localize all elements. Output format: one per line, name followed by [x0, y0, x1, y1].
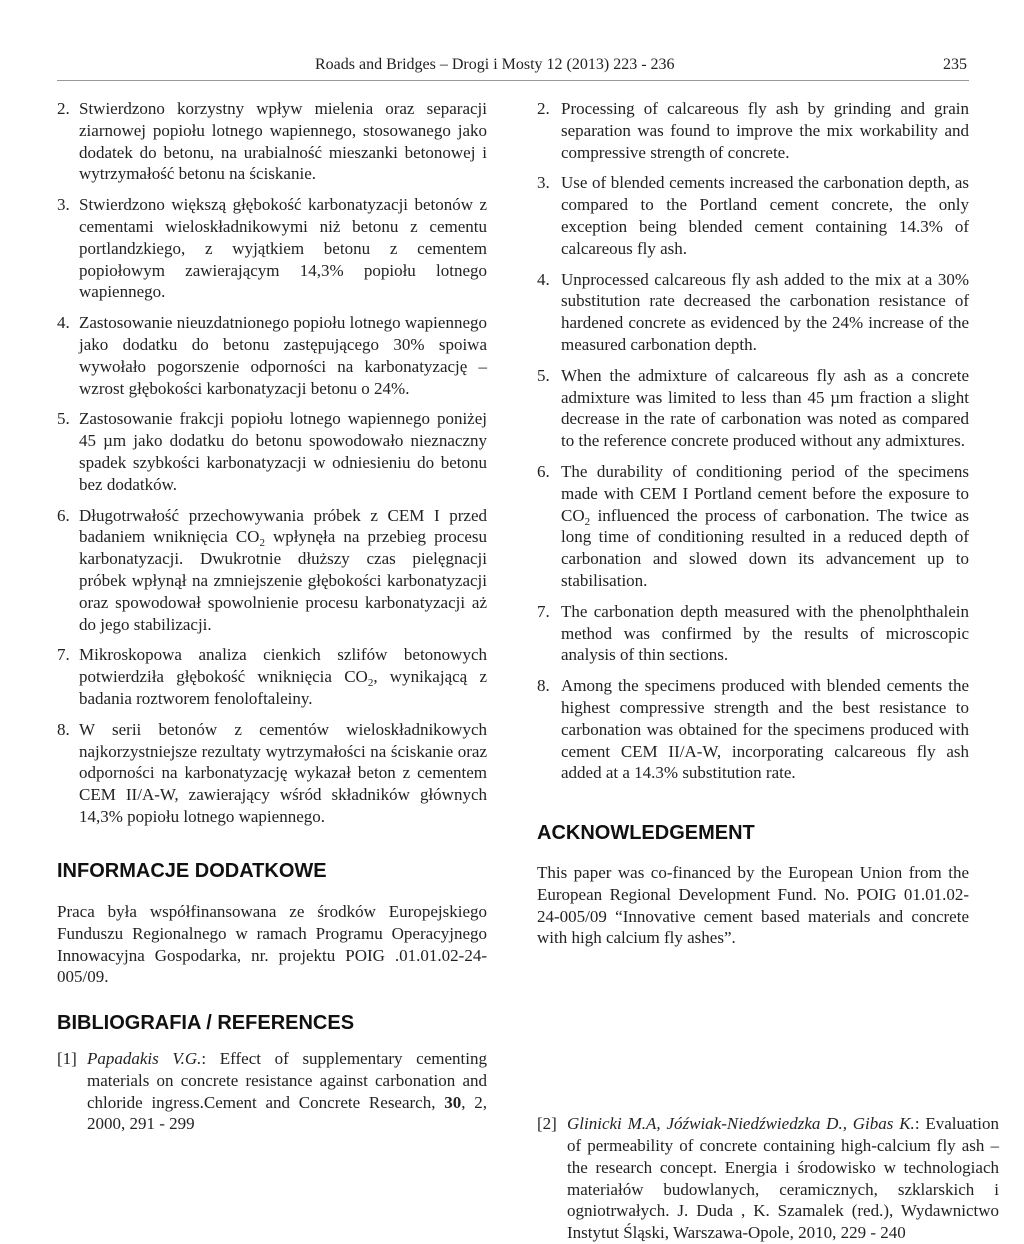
journal-citation: Roads and Bridges – Drogi i Mosty 12 (2013) 223 - 236: [315, 56, 675, 73]
left-column: [57, 98, 487, 837]
info-text: Praca była współfinansowana ze środków Europejskiego Funduszu Regionalnego w ramach Programu Operacyjnego Innowacyjna Gospodarka, nr. projektu POIG .01.01.02-24-005/09.: [57, 902, 487, 987]
list-item: 3. Stwierdzono większą głębokość karbonatyzacji betonów z cementami wieloskładnikowymi niż betonu z cementu portlandzkiego, z wyjątkiem betonu z cementem popiołowym zawierającym 14,3% popiołu lotnego wapiennego.: [57, 195, 487, 302]
page-number: 235: [943, 56, 967, 73]
list-item: 2. Processing of calcareous fly ash by grinding and grain separation was found to improve the mix workability and compressive strength of concrete.: [537, 99, 969, 162]
conclusions-list-en: [537, 98, 969, 784]
list-item: 3. Use of blended cements increased the carbonation depth, as compared to the Portland cement concrete, the only exception being blended cement containing 14.3% of calcareous fly ash.: [537, 173, 969, 258]
running-header: [57, 50, 969, 81]
list-item: 7. The carbonation depth measured with the phenolphthalein method was confirmed by the results of microscopic analysis of thin sections.: [537, 601, 969, 665]
list-item: 5. When the admixture of calcareous fly ash as a concrete admixture was limited to less than 45 µm fraction a slight decrease in the rate of carbonation was noted as compared to the reference concrete produced without any admixtures.: [537, 365, 969, 451]
list-item: 2. Stwierdzono korzystny wpływ mielenia oraz separacji ziarnowej popiołu lotnego wapiennego, stosowanego jako dodatek do betonu, na urabialność mieszanki betonowej i wytrzymałość betonu na ściskanie.: [57, 99, 487, 184]
acknowledgement-text: This paper was co-financed by the European Union from the European Regional Development Fund. No. POIG 01.01.02-24-005/09 “Innovative cement based materials and concrete with high calcium fly ashes”.: [537, 863, 969, 948]
bibliography-heading: BIBLIOGRAFIA / REFERENCES: [57, 1012, 355, 1034]
list-item: 5. Zastosowanie frakcji popiołu lotnego wapiennego poniżej 45 µm jako dodatku do betonu spowodowało nieznaczny spadek szybkości karbonatyzacji w odniesieniu do betonu bez dodatków.: [57, 409, 487, 494]
right-column: [537, 98, 969, 793]
conclusions-list-pl: [57, 98, 487, 828]
acknowledgement-heading: ACKNOWLEDGEMENT: [537, 822, 755, 844]
list-item: 4. Unprocessed calcareous fly ash added to the mix at a 30% substitution rate decreased the carbonation resistance of hardened concrete as evidenced by the 24% increase of the measured carbonation depth.: [537, 269, 969, 354]
list-item: 4. Zastosowanie nieuzdatnionego popiołu lotnego wapiennego jako dodatku do betonu zastępującego 30% spoiwa wywołało pogorszenie odporności na karbonatyzację – wzrost głębokości karbonatyzacji betonu o 24%.: [57, 313, 487, 398]
list-item: 7. Mikroskopowa analiza cienkich szlifów betonowych potwierdziła głębokość wniknięcia $CO_2$, wynikającą z badania roztworem fenoloftaleiny.: [57, 645, 487, 708]
reference-1: [1] Papadakis V.G.: Effect of supplementary cementing materials on concrete resistance against carbonation and chloride ingress.Cement and Concrete Research, 30, 2, 2000, 291 - 299: [57, 1049, 488, 1134]
reference-2: [2] Glinicki M.A, Jóźwiak-Niedźwiedzka D., Gibas K.: Evaluation of permeability of concrete containing high-calcium fly ash – the research concept. Energia i środowisko w technologiach materiałów budowlanych, ceramicznych, szklarskich i ogniotrwałych. J. Duda , K. Szamalek (red.), Wydawnictwo Instytut Śląski, Warszawa-Opole, 2010, 229 - 240: [537, 1114, 999, 1243]
list-item: 6. Długotrwałość przechowywania próbek z CEM I przed badaniem wniknięcia $CO_2$ wpłynęła na przebieg procesu karbonatyzacji. Dwukrotnie dłuższy czas pielęgnacji próbek wpłynął na zmniejszenie głębokości karbonatyzacji oraz spowodował spowolnienie procesu karbonatyzacji aż do jego stabilizacji.: [57, 505, 487, 634]
list-item: 8. W serii betonów z cementów wieloskładnikowych najkorzystniejsze rezultaty wytrzymałości na ściskanie oraz odporności na karbonatyzację wykazał beton z cementem CEM II/A-W, zawierający wśród składników głównych 14,3% popiołu lotnego wapiennego.: [57, 719, 487, 826]
list-item: 6. The durability of conditioning period of the specimens made with CEM I Portland cement before the exposure to $CO_2$ influenced the process of carbonation. The twice as long time of conditioning resulted in a reduced depth of carbonation and slowed down its advancement up to stabilisation.: [537, 461, 969, 590]
list-item: 8. Among the specimens produced with blended cements the highest compressive strength and the best resistance to carbonation was obtained for the specimens produced with cement CEM II/A-W, incorporating calcareous fly ash added at a 14.3% substitution rate.: [537, 676, 969, 783]
info-heading: INFORMACJE DODATKOWE: [57, 860, 327, 882]
